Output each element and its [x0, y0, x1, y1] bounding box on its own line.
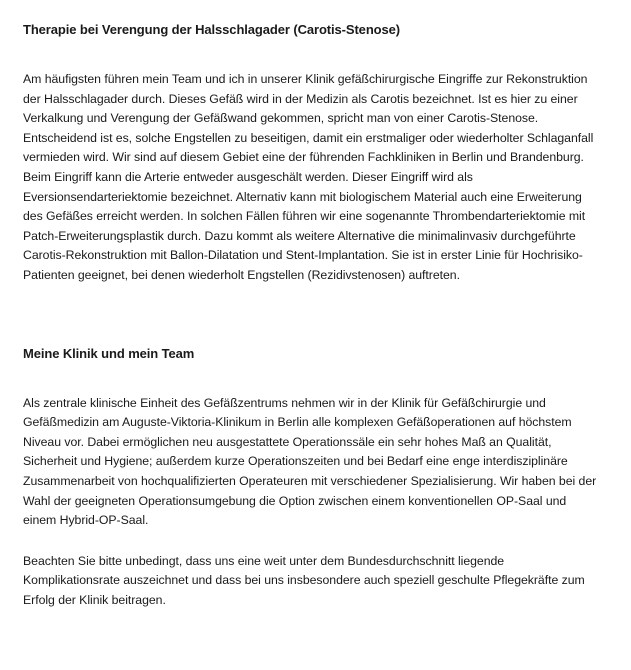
- carotis-therapy-heading: Therapie bei Verengung der Halsschlagader (Carotis-Stenose): [23, 22, 400, 37]
- complication-rate-paragraph: Beachten Sie bitte unbedingt, dass uns eine weit unter dem Bundesdurchschnitt liegende Komplikationsrate auszeichnet und dass bei uns insbesondere auch speziell geschulte Pflegekräfte zum Erfolg der Klinik beitragen.: [23, 553, 585, 607]
- clinic-team-paragraph: Als zentrale klinische Einheit des Gefäßzentrums nehmen wir in der Klinik für Gefäßchirurgie und Gefäßmedizin am Auguste-Viktoria-Klinikum in Berlin alle komplexen Gefäßoperationen auf höchstem Niveau vor. Dabei ermöglichen neu ausgestattete Operationssäle ein sehr hohes Maß an Qualität, Sicherheit und Hygiene; außerdem kurze Operationszeiten und bei Bedarf eine enge interdisziplinäre Zusammenarbeit von hochqualifizierten Operateuren mit verschiedener Spezialisierung. Wir haben bei der Wahl der geeigneten Operationsumgebung die Option zwischen einem konventionellen OP-Saal und einem Hybrid-OP-Saal.: [23, 395, 597, 528]
- carotis-therapy-paragraph: Am häufigsten führen mein Team und ich in unserer Klinik gefäßchirurgische Eingriffe zur Rekonstruktion der Halsschlagader durch. Dieses Gefäß wird in der Medizin als Carotis bezeichnet. Ist es hier zu einer Verkalkung und Verengung der Gefäßwand gekommen, spricht man von einer Carotis-Stenose. Entscheidend ist es, solche Engstellen zu beseitigen, damit ein erstmaliger oder wiederholter Schlaganfall vermieden wird. Wir sind auf diesem Gebiet eine der führenden Fachkliniken in Berlin und Brandenburg. Beim Eingriff kann die Arterie entweder ausgeschält werden. Dieser Eingriff wird als Eversionsendarteriektomie bezeichnet. Alternativ kann mit biologischem Material auch eine Erweiterung des Gefäßes erreicht werden. In solchen Fällen führen wir eine sogenannte Thrombendarteriektomie mit Patch-Erweiterungsplastik durch. Dazu kommt als weitere Alternative die minimalinvasiv durchgeführte Carotis-Rekonstruktion mit Ballon-Dilatation und Stent-Implantation. Sie ist in erster Linie für Hochrisiko-Patienten geeignet, bei denen wiederholt Engstellen (Rezidivstenosen) auftreten.: [23, 72, 594, 282]
- clinic-team-heading: Meine Klinik und mein Team: [23, 345, 195, 361]
